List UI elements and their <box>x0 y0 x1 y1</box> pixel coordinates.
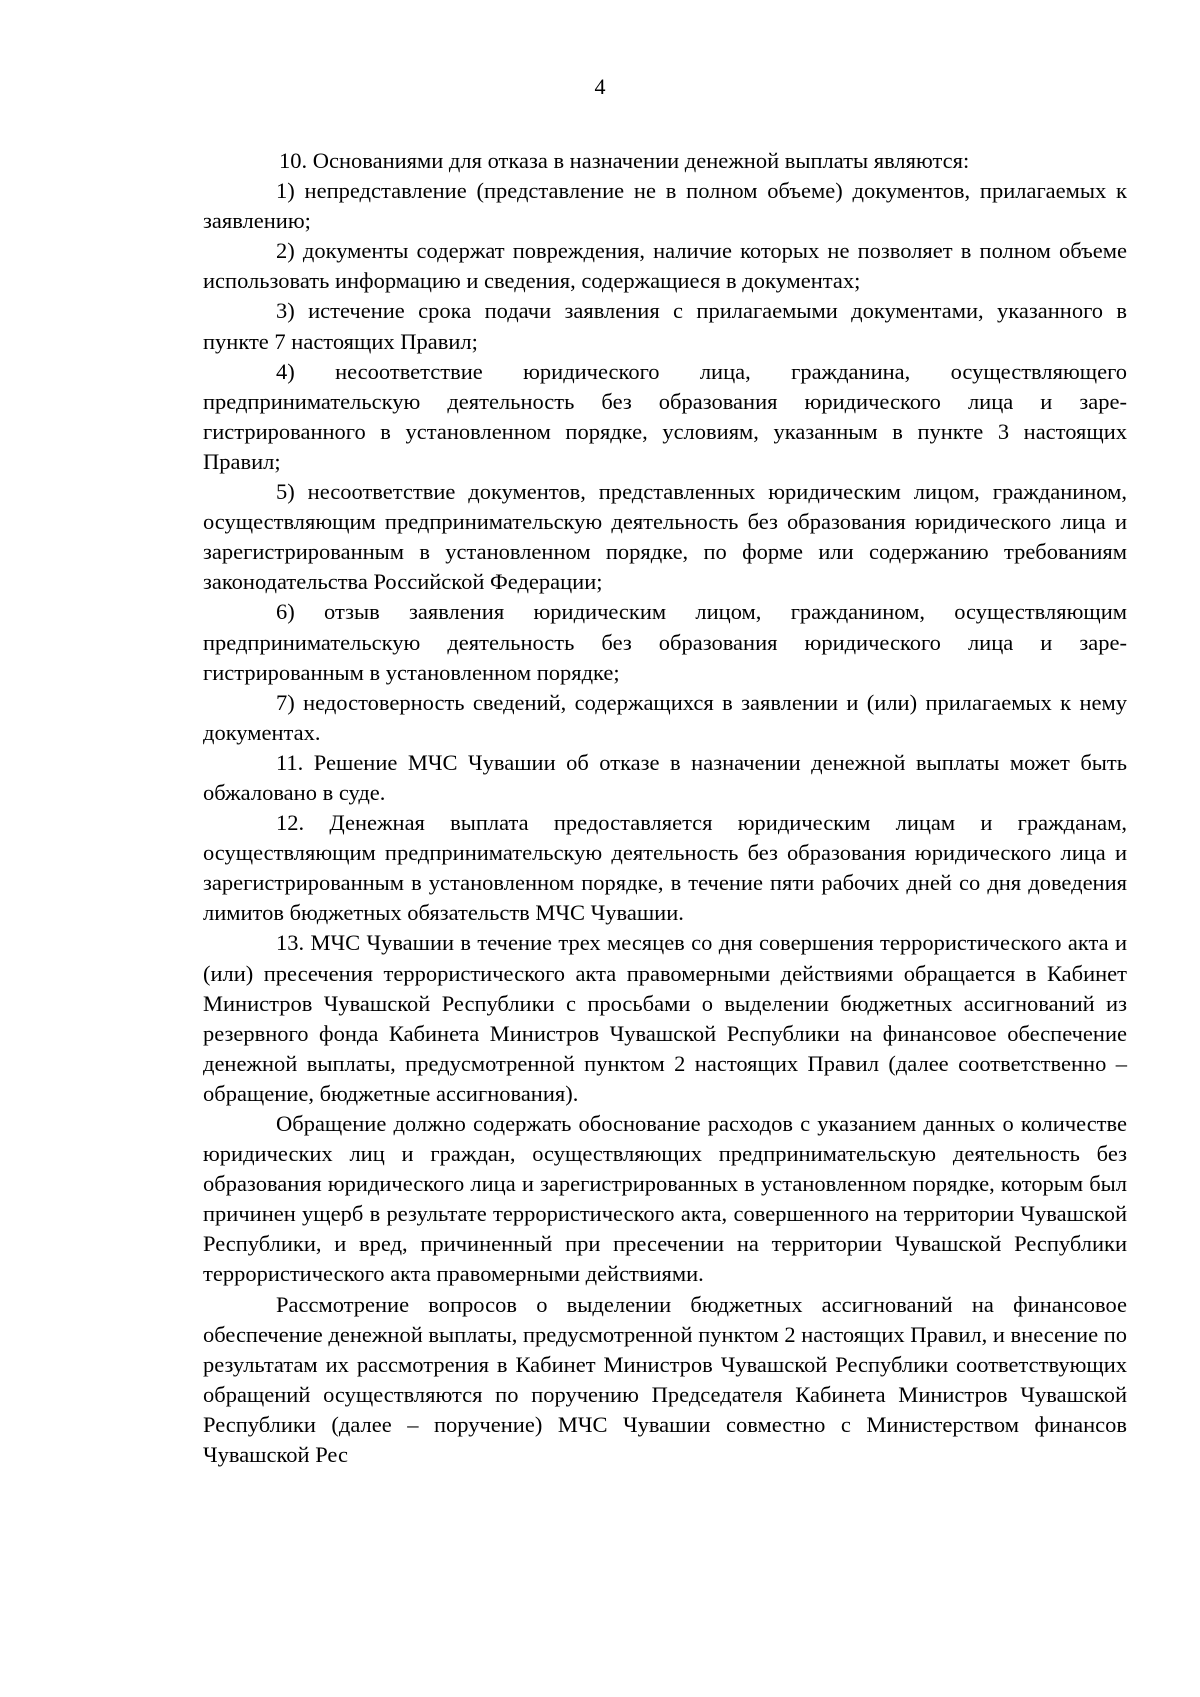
paragraph-subitem-3: 3) истечение срока подачи заявления с прилагаемыми документами, указанного в пункте 7 настоящих Правил; <box>203 298 1127 354</box>
document-body <box>203 146 1127 1470</box>
paragraph-subitem-1: 1) непредставление (представление не в полном объеме) документов, прилагаемых к заявлению; <box>203 178 1127 234</box>
paragraph-item-11: 11. Решение МЧС Чувашии об отказе в назначении денежной выплаты может быть обжаловано в суде. <box>203 749 1127 805</box>
paragraph-subitem-5: 5) несоответствие документов, представленных юридическим лицом, гражданином, осуществляющим предпринимательскую деятельность без образования юридического лица и зарегистрированным в установленном порядке, по форме или содержанию требованиям законодательства Российской Федерации; <box>203 479 1127 595</box>
page-number: 4 <box>594 74 606 99</box>
paragraph-item-12: 12. Денежная выплата предоставляется юридическим лицам и гражданам, осуществляющим предпринимательскую деятельность без образования юридического лица и зарегистрированным в установленном порядке, в течение пяти рабочих дней со дня доведения лимитов бюджетных обязательств МЧС Чувашии. <box>203 810 1127 926</box>
paragraph-subitem-2: 2) документы содержат повреждения, наличие которых не позволяет в полном объеме использовать информацию и сведения, содержащиеся в документах; <box>203 238 1127 294</box>
paragraph-subitem-4: 4) несоответствие юридического лица, гражданина, осуществляющего предпринимательскую деятельность без образования юридического лица и зарегистрированного в установленном порядке, условиям, указанным в пункте 3 настоящих Правил; <box>203 358 1127 474</box>
paragraph-item-13: 13. МЧС Чувашии в течение трех месяцев со дня совершения террористического акта и (или) пресечения террористического акта правомерными действиями обращается в Кабинет Министров Чувашской Республики с просьбами о выделении бюджетных ассигнований из резервного фонда Кабинета Министров Чувашской Республики на финансовое обеспечение денежной выплаты, предусмотренной пунктом 2 настоящих Правил (далее соответственно – обращение, бюджетные ассигнования). <box>203 930 1127 1106</box>
paragraph-item-10: 10. Основаниями для отказа в назначении денежной выплаты являются: <box>279 148 970 173</box>
paragraph-subitem-6: 6) отзыв заявления юридическим лицом, гражданином, осуществляющим предпринимательскую деятельность без образования юридического лица и зарегистрированным в установленном порядке; <box>203 599 1127 685</box>
paragraph-appeal-content: Обращение должно содержать обоснование расходов с указанием данных о количестве юридических лиц и граждан, осуществляющих предпринимательскую деятельность без образования юридического лица и зарегистрированных в установленном порядке, которым был причинен ущерб в результате террористического акта, совершенного на территории Чувашской Республики, и вред, причиненный при пресечении на территории Чувашской Республики террористического акта правомерными действиями. <box>203 1111 1127 1287</box>
paragraph-subitem-7: 7) недостоверность сведений, содержащихся в заявлении и (или) прилагаемых к нему документах. <box>203 689 1127 745</box>
paragraph-consideration: Рассмотрение вопросов о выделении бюджетных ассигнований на финансовое обеспечение денежной выплаты, предусмотренной пунктом 2 настоящих Правил, и внесение по результатам их рассмотрения в Кабинет Министров Чувашской Республики соответствующих обращений осуществляются по поручению Председателя Кабинета Министров Чувашской Республики (далее – поручение) МЧС Чувашии совместно с Министерством финансов Чувашской Рес <box>203 1291 1127 1468</box>
